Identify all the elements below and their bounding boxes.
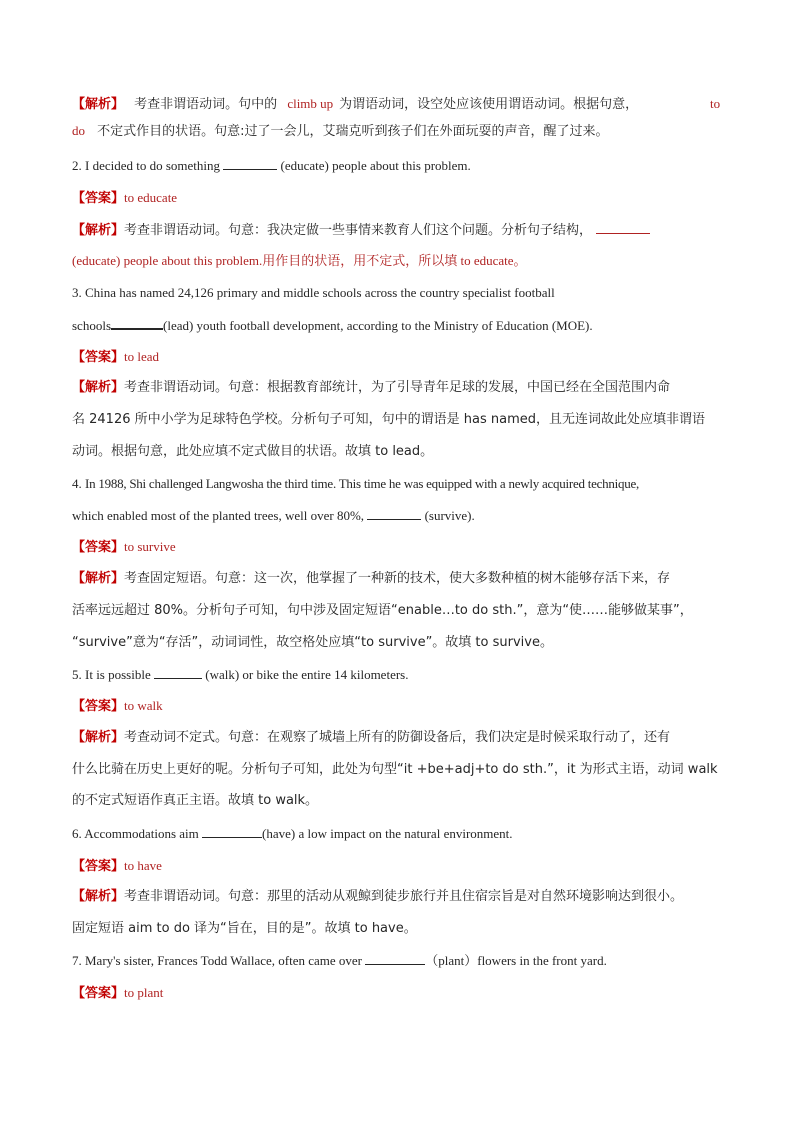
question-text: (lead) youth football development, according to the Ministry of Education (MOE). bbox=[163, 318, 593, 333]
answer-tag: 【答案】 bbox=[72, 986, 125, 1001]
answer-blank[interactable] bbox=[365, 952, 425, 965]
question-4-analysis-2 bbox=[72, 602, 693, 620]
question-3-stem-1 bbox=[72, 284, 555, 302]
question-6-analysis-1 bbox=[72, 888, 683, 906]
analysis-text: “survive”意为“存活”，动词词性，故空格处应填“to survive”。故填 to survive。 bbox=[72, 635, 553, 650]
answer-text: to educate bbox=[124, 190, 178, 205]
question-3-stem-2 bbox=[72, 316, 593, 335]
question-6-stem bbox=[72, 825, 513, 843]
analysis-text: 什么比骑在历史上更好的呢。分析句子可知，此处为句型“it +be+adj+to do sth.”，it 为形式主语，动词 walk bbox=[72, 762, 718, 777]
answer-tag: 【答案】 bbox=[72, 699, 125, 714]
answer-tag: 【答案】 bbox=[72, 350, 125, 365]
answer-text: to lead bbox=[124, 349, 160, 364]
question-4-analysis-1 bbox=[72, 570, 670, 588]
answer-tag: 【答案】 bbox=[72, 540, 125, 555]
analysis-text: 的不定式短语作真正主语。故填 to walk。 bbox=[72, 793, 319, 808]
question-2-analysis-2 bbox=[72, 252, 527, 270]
question-5-answer bbox=[72, 697, 163, 716]
question-number: 7. bbox=[72, 953, 82, 968]
question-text: which enabled most of the planted trees, well over 80%, bbox=[72, 508, 365, 523]
question-4-answer bbox=[72, 538, 176, 557]
q1-analysis-line-1 bbox=[72, 95, 721, 114]
analysis-text: 考查动词不定式。句意：在观察了城墙上所有的防御设备后，我们决定是时候采取行动了，还有 bbox=[124, 730, 671, 745]
question-text: Accommodations aim bbox=[84, 826, 199, 841]
question-2-answer bbox=[72, 189, 177, 208]
answer-tag: 【答案】 bbox=[72, 191, 125, 206]
answer-blank[interactable] bbox=[154, 666, 202, 679]
analysis-tag: 【解析】 bbox=[72, 380, 125, 395]
analysis-tag: 【解析】 bbox=[72, 223, 125, 238]
answer-tag: 【答案】 bbox=[72, 859, 125, 874]
question-text: schools bbox=[72, 318, 111, 333]
question-text: In 1988, Shi challenged Langwosha the third time. This time he was equipped with a newly acquired technique, bbox=[85, 476, 640, 491]
question-text: It is possible bbox=[85, 667, 151, 682]
question-text: Mary's sister, Frances Todd Wallace, often came over bbox=[85, 953, 362, 968]
question-text: （plant）flowers in the front yard. bbox=[425, 953, 607, 968]
question-5-analysis-2 bbox=[72, 761, 718, 779]
analysis-tag: 【解析】 bbox=[72, 571, 125, 586]
q1-analysis-line-2 bbox=[72, 122, 609, 141]
analysis-text: 考查非谓语动词。句中的 bbox=[134, 97, 278, 112]
analysis-phrase: climb up bbox=[287, 96, 334, 111]
answer-blank[interactable] bbox=[202, 825, 262, 838]
analysis-text: 考查非谓语动词。句意：那里的活动从观鲸到徒步旅行并且住宿宗旨是对自然环境影响达到很小。 bbox=[124, 889, 684, 904]
question-number: 2. bbox=[72, 158, 82, 173]
question-text: I decided to do something bbox=[85, 158, 221, 173]
answer-blank[interactable] bbox=[223, 157, 277, 170]
question-2-analysis-1 bbox=[72, 221, 650, 240]
question-7-answer bbox=[72, 984, 163, 1003]
analysis-text: (educate) people about this problem.用作目的状语，用不定式，所以填 to educate。 bbox=[72, 253, 527, 268]
question-text: (have) a low impact on the natural environment. bbox=[262, 826, 513, 841]
analysis-text: 固定短语 aim to do 译为“旨在，目的是”。故填 to have。 bbox=[72, 921, 417, 936]
analysis-tag: 【解析】 bbox=[72, 730, 125, 745]
analysis-text: 动词。根据句意，此处应填不定式做目的状语。故填 to lead。 bbox=[72, 444, 434, 459]
analysis-text: 为谓语动词，设空处应该使用谓语动词。根据句意， bbox=[339, 97, 639, 112]
question-text: (educate) people about this problem. bbox=[280, 158, 471, 173]
question-5-stem bbox=[72, 666, 408, 684]
question-2-stem bbox=[72, 157, 471, 175]
analysis-text: 考查非谓语动词。句意：根据教育部统计，为了引导青年足球的发展，中国已经在全国范围内命 bbox=[124, 380, 671, 395]
question-number: 5. bbox=[72, 667, 82, 682]
question-text: (survive). bbox=[424, 508, 475, 523]
analysis-text: 名 24126 所中小学为足球特色学校。分析句子可知，句中的谓语是 has named，且无连词故此处应填非谓语 bbox=[72, 412, 705, 427]
answer-blank[interactable] bbox=[367, 507, 421, 520]
question-4-stem-2 bbox=[72, 507, 475, 525]
answer-blank[interactable] bbox=[111, 316, 163, 330]
analysis-tag: 【解析】 bbox=[72, 889, 125, 904]
analysis-tag: 【解析】 bbox=[72, 97, 125, 112]
analysis-text: 考查固定短语。句意：这一次，他掌握了一种新的技术，使大多数种植的树木能够存活下来，存 bbox=[124, 571, 671, 586]
question-text: China has named 24,126 primary and middle schools across the country specialist football bbox=[85, 285, 555, 300]
question-3-analysis-3 bbox=[72, 443, 433, 461]
question-5-analysis-1 bbox=[72, 729, 670, 747]
question-3-analysis-1 bbox=[72, 379, 670, 397]
question-7-stem bbox=[72, 952, 607, 970]
answer-text: to have bbox=[124, 858, 162, 873]
analysis-text: 不定式作目的状语。句意:过了一会儿，艾瑞克听到孩子们在外面玩耍的声音，醒了过来。 bbox=[97, 124, 609, 139]
question-5-analysis-3 bbox=[72, 792, 318, 810]
analysis-phrase: do bbox=[72, 123, 85, 138]
question-number: 3. bbox=[72, 285, 82, 300]
question-6-analysis-2 bbox=[72, 920, 417, 938]
answer-text: to survive bbox=[124, 539, 176, 554]
question-6-answer bbox=[72, 857, 162, 876]
question-3-analysis-2 bbox=[72, 411, 705, 429]
question-number: 6. bbox=[72, 826, 82, 841]
analysis-phrase: to bbox=[710, 96, 721, 111]
answer-text: to walk bbox=[124, 698, 163, 713]
question-text: (walk) or bike the entire 14 kilometers. bbox=[205, 667, 409, 682]
analysis-text: 考查非谓语动词。句意：我决定做一些事情来教育人们这个问题。分析句子结构， bbox=[124, 223, 593, 238]
question-number: 4. bbox=[72, 476, 82, 491]
analysis-blank bbox=[596, 221, 650, 234]
question-4-analysis-3 bbox=[72, 634, 553, 652]
answer-text: to plant bbox=[124, 985, 164, 1000]
question-4-stem-1 bbox=[72, 475, 639, 493]
analysis-text: 活率远远超过 80%。分析句子可知，句中涉及固定短语“enable…to do sth.”，意为“使……能够做某事”， bbox=[72, 603, 693, 618]
question-3-answer bbox=[72, 348, 159, 367]
